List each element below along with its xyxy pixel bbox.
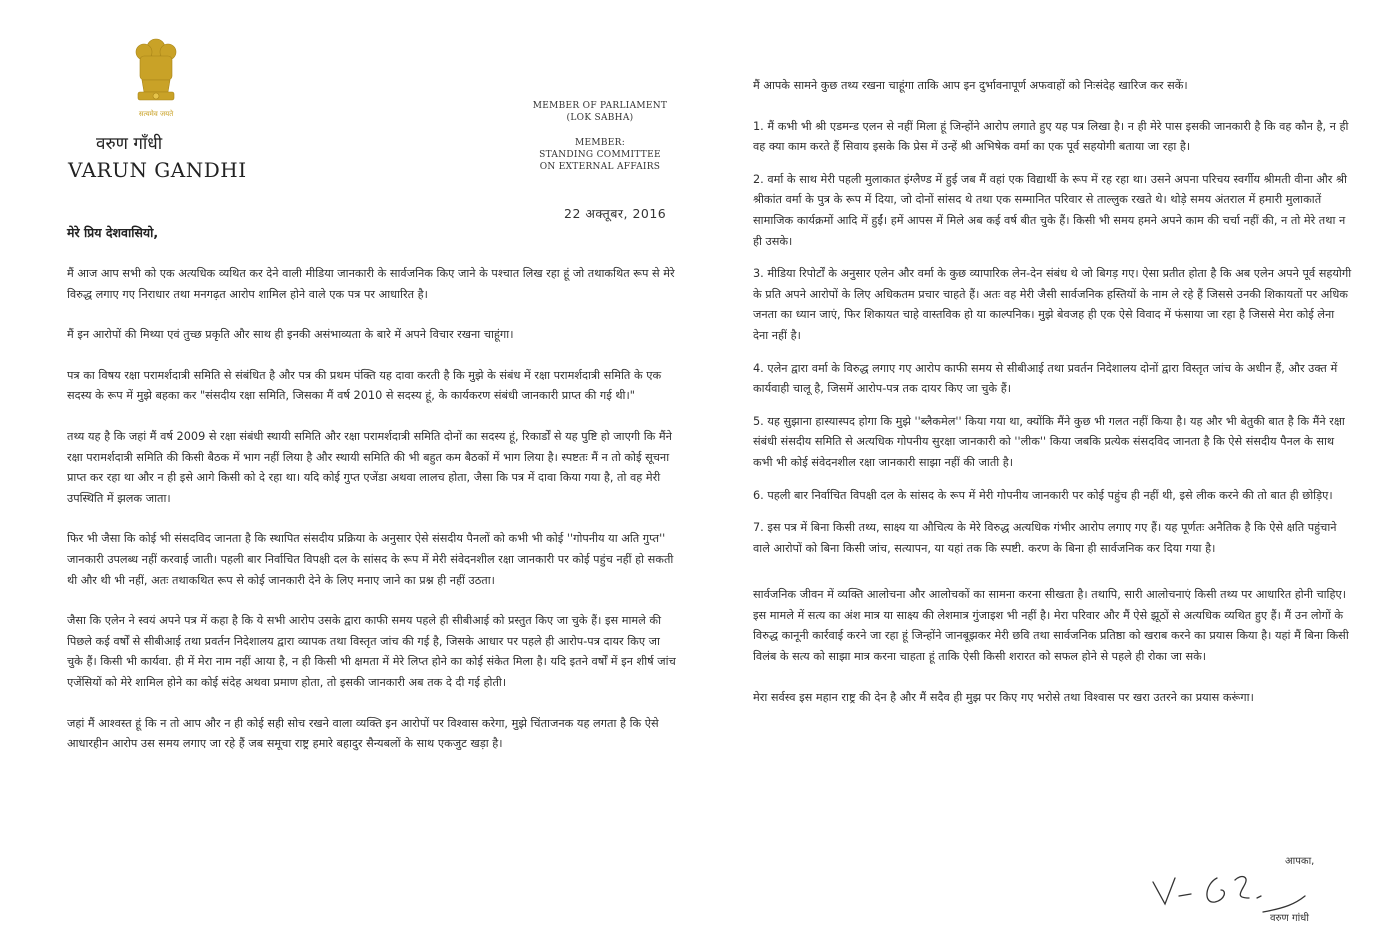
fact-item: 1. मैं कभी भी श्री एडमन्ड एलन से नहीं मिला हूं जिन्होंने आरोप लगाते हुए यह पत्र लिखा है। न ही मेरे पास इसकी जानकारी है कि वह कौन है, न ही वह क्या काम करते हैं सिवाय इसके कि प्रेस में उन्हें श्री अभिषेक वर्मा का एक पूर्व सहयोगी बताया जा रहा है। [753,119,1349,154]
name-english: VARUN GANDHI [68,158,247,182]
letter-body-left [67,264,679,775]
paragraph: मैं इन आरोपों की मिथ्या एवं तुच्छ प्रकृति और साथ ही इनकी असंभाव्यता के बारे में अपने विचार रखना चाहूंगा। [67,328,514,342]
paragraph: जहां मैं आश्वस्त हूं कि न तो आप और न ही कोई सही सोच रखने वाला व्यक्ति इन आरोपों पर विश्वास करेगा, मुझे चिंताजनक यह लगता है कि ऐसे आधारहीन आरोप उस समय लगाए जा रहे हैं जब समूचा राष्ट्र हमारे बहादुर सैन्यबलों के साथ एकजुट खड़ा है। [67,716,659,751]
closing: आपका, [1285,856,1315,867]
paragraph: फिर भी जैसा कि कोई भी संसदविद जानता है कि स्थापित संसदीय प्रक्रिया के अनुसार ऐसे संसदीय पैनलों को कभी भी कोई ''गोपनीय या अति गुप्त'' जानकारी उपलब्ध नहीं करवाई जाती। पहली बार निर्वाचित विपक्षी दल के सांसद के रूप में मेरी संवेदनशील रक्षा जानकारी पर कोई पहुंच नहीं हो सकती थी और थी भी नहीं, अतः तथाकथित रूप से कोई जानकारी देने के लिए मनाए जाने का प्रश्न ही नहीं उठता। [67,532,674,587]
fact-item: 7. इस पत्र में बिना किसी तथ्य, साक्ष्य या औचित्य के मेरे विरुद्ध अत्यधिक गंभीर आरोप लगाए गए हैं। यह पूर्णतः अनैतिक है कि ऐसे क्षति पहुंचाने वाले आरोपों को बिना किसी जांच, सत्यापन, या यहां तक कि स्पष्टी. करण के बिना ही सार्वजनिक कर दिया गया है। [753,521,1337,555]
name-hindi: वरुण गाँधी [96,134,163,154]
emblem-motto: सत्यमेव जयते [138,110,174,118]
fact-item: 2. वर्मा के साथ मेरी पहली मुलाकात इंग्लैण्ड में हुई जब मैं वहां एक विद्यार्थी के रूप में रह रहा था। उसने अपना परिचय स्वर्गीय श्रीमती वीना और श्री श्रीकांत वर्मा के पुत्र के रूप में दिया, जो दोनों सांसद थे तथा एक सम्मानित परिवार से ताल्लुक रखते थे। थोड़े समय अंतराल में हमारी मुलाकातें सामाजिक कार्यक्रमों आदि में हुईं। हमें आपस में मिले अब कई वर्ष बीत चुके हैं। किसी भी समय हमने अपने काम की चर्चा नहीं की, न तो मेरे तथा न ही उसके। [753,172,1347,248]
committee-line: MEMBER: [574,138,626,148]
paragraph: मैं आज आप सभी को एक अत्यधिक व्यथित कर देने वाली मीडिया जानकारी के सार्वजनिक किए जाने के पश्चात लिख रहा हूं जो तथाकथित रूप से मेरे विरुद्ध लगाए गए निराधार तथा मनगढ़त आरोप शामिल होने वाले एक पत्र पर आधारित है। [67,267,675,301]
letter-body-right [753,76,1353,720]
designation-block [500,100,700,173]
fact-item: 6. पहली बार निर्वाचित विपक्षी दल के सांसद के रूप में मेरी गोपनीय जानकारी पर कोई पहुंच ही नहीं थी, इसे लीक करने की तो बात ही छोड़िए। [753,488,1333,502]
committee-line: ON EXTERNAL AFFAIRS [539,162,661,172]
paragraph: जैसा कि एलेन ने स्वयं अपने पत्र में कहा है कि ये सभी आरोप उसके द्वारा काफी समय पहले ही सीबीआई को प्रस्तुत किए जा चुके हैं। इस मामले की पिछले कई वर्षों से सीबीआई तथा प्रवर्तन निदेशालय द्वारा व्यापक तथा विस्तृत जांच की गई है, जिसके आधार पर पहले ही आरोप-पत्र दायर किए जा चुके हैं। किसी भी कार्यवा. ही में मेरा नाम नहीं आया है, न ही किसी भी क्षमता में मेरे लिप्त होने का कोई संकेत मिला है। यदि इतने वर्षों में इन शीर्ष जांच एजेंसियों को मेरे शामिल होने का कोई संदेह अथवा प्रमाण होता, तो इसकी जानकारी अब तक दे दी गई होती। [67,614,676,689]
letter-page-right [700,0,1400,938]
letter-date: 22 अक्तूबर, 2016 [564,206,667,221]
paragraph: मेरा सर्वस्व इस महान राष्ट्र की देन है और मैं सदैव ही मुझ पर किए गए भरोसे तथा विश्वास पर खरा उतरने का प्रयास करूंगा। [753,690,1254,704]
paragraph: पत्र का विषय रक्षा परामर्शदात्री समिति से संबंधित है और पत्र की प्रथम पंक्ति यह दावा करती है कि मुझे के संबंध में रक्षा परामर्शदात्री समिति के एक सदस्य के रूप में मुझे बहका कर "संसदीय रक्षा समिति, जिसका मैं वर्ष 2010 से सदस्य हूं, के कार्यकरण संबंधी जानकारी प्राप्त की गई थी।" [67,368,662,403]
paragraph: तथ्य यह है कि जहां मैं वर्ष 2009 से रक्षा संबंधी स्थायी समिति और रक्षा परामर्शदात्री समिति दोनों का सदस्य हूं, रिकार्डों से यह पुष्टि हो जाएगी कि मैंने रक्षा परामर्शदात्री समिति की किसी बैठक में भाग नहीं लिया है और स्थायी समिति की भी बहुत कम बैठकों में भाग लिया है। स्पष्टतः मैं न तो कोई सूचना प्राप्त कर रहा था और न ही इसे आगे किसी को दे रहा था। यदि कोई गुप्त एजेंडा अथवा लालच होता, जैसा कि पत्र में दावा किया गया है, तो वह मेरी उपस्थिति में झलक जाता। [67,429,672,505]
fact-item: 5. यह सुझाना हास्यास्पद होगा कि मुझे ''ब्लैकमेल'' किया गया था, क्योंकि मैंने कुछ भी गलत नहीं किया है। यह और भी बेतुकी बात है कि मैंने रक्षा संबंधी संसदीय समिति से अत्यधिक गोपनीय सुरक्षा जानकारी को ''लीक'' किया जबकि प्रत्येक संसदविद जानता है कि ऐसे संसदीय पैनल के साथ कभी भी कोई संवेदनशील रक्षा जानकारी साझा नहीं की जाती है। [753,414,1345,469]
fact-item: 3. मीडिया रिपोर्टों के अनुसार एलेन और वर्मा के कुछ व्यापारिक लेन-देन संबंध थे जो बिगड़ गए। ऐसा प्रतीत होता है कि अब एलेन अपने पूर्व सहयोगी के प्रति अपने आरोपों के लिए अधिकतम प्रचार चाहते हैं। अतः वह मेरी जैसी सार्वजनिक हस्तियों के नाम ले रहे हैं जिससे उनकी शिकायतों पर अधिक जनता का ध्यान जाएं, फिर शिकायत चाहे वास्तविक हो या काल्पनिक। मुझे बेवजह ही एक ऐसे विवाद में फंसाया जा रहा है जिससे मेरा कोई लेना देना नहीं है। [753,267,1352,342]
designation-line: MEMBER OF PARLIAMENT [532,101,668,111]
signer-name: वरुण गांधी [1270,913,1309,924]
salutation: मेरे प्रिय देशवासियो, [67,225,159,240]
designation-line: (LOK SABHA) [566,113,634,123]
fact-item: 4. एलेन द्वारा वर्मा के विरुद्ध लगाए गए आरोप काफी समय से सीबीआई तथा प्रवर्तन निदेशालय दोनों द्वारा विस्तृत जांच के अधीन हैं, और उक्त में कार्यवाही चालू है, जिसमें आरोप-पत्र तक दायर किए जा चुके हैं। [753,361,1338,396]
committee-line: STANDING COMMITTEE [539,150,661,160]
national-emblem-logo [128,36,184,126]
intro-paragraph: मैं आपके सामने कुछ तथ्य रखना चाहूंगा ताकि आप इन दुर्भावनापूर्ण अफवाहों को निःसंदेह खारिज कर सकें। [753,79,1188,92]
paragraph: सार्वजनिक जीवन में व्यक्ति आलोचना और आलोचकों का सामना करना सीखता है। तथापि, सारी आलोचनाएं किसी तथ्य पर आधारित होनी चाहिए। इस मामले में सत्य का अंश मात्र या साक्ष्य की लेशमात्र गुंजाइश भी नहीं है। मेरा परिवार और मैं ऐसे झूठों से अत्यधिक व्यथित हुए हैं। मैं उन लोगों के विरुद्ध कानूनी कार्रवाई करने जा रहा हूं जिन्होंने जानबूझकर मेरी छवि तथा सार्वजनिक प्रतिष्ठा को खराब करने का प्रयास किया है। यहां मैं बिना किसी विलंब के सत्य को साझा मात्र करना चाहता हूं ताकि ऐसी किसी शरारत को सफल होने से पहले ही रोका जा सके। [753,588,1349,664]
